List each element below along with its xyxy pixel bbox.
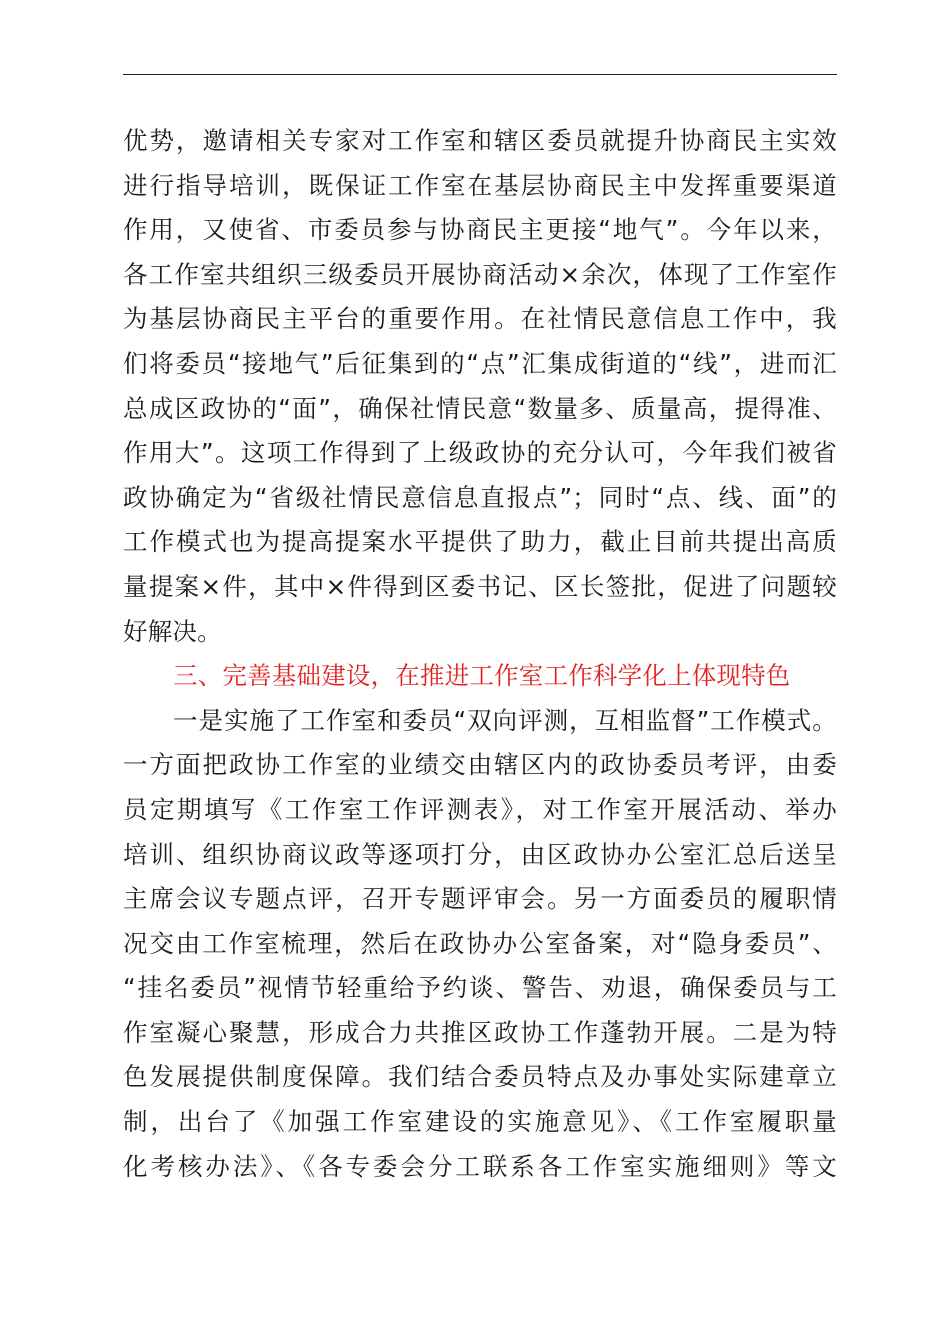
- paragraph-line: 主席会议专题点评，召开专题评审会。另一方面委员的履职情: [123, 884, 837, 914]
- paragraph-line: 一是实施了工作室和委员“双向评测，互相监督”工作模式。: [173, 705, 837, 735]
- paragraph-line: 各工作室共组织三级委员开展协商活动×余次，体现了工作室作: [123, 259, 837, 289]
- paragraph-line: 进行指导培训，既保证工作室在基层协商民主中发挥重要渠道: [123, 170, 837, 200]
- paragraph-line: 作用，又使省、市委员参与协商民主更接“地气”。今年以来，: [123, 215, 837, 245]
- paragraph-line: 们将委员“接地气”后征集到的“点”汇集成街道的“线”，进而汇: [123, 348, 837, 378]
- paragraph-line: 作用大”。这项工作得到了上级政协的充分认可，今年我们被省: [123, 438, 837, 468]
- paragraph-line: 政协确定为“省级社情民意信息直报点”；同时“点、线、面”的: [123, 482, 837, 512]
- paragraph-line: 制，出台了《加强工作室建设的实施意见》、《工作室履职量: [123, 1107, 837, 1137]
- paragraph-line: 量提案×件，其中×件得到区委书记、区长签批，促进了问题较: [123, 571, 837, 601]
- section-heading: 三、完善基础建设，在推进工作室工作科学化上体现特色: [173, 661, 791, 691]
- paragraph-line: 好解决。: [123, 616, 222, 646]
- paragraph-line: 一方面把政协工作室的业绩交由辖区内的政协委员考评，由委: [123, 750, 837, 780]
- paragraph-line: 色发展提供制度保障。我们结合委员特点及办事处实际建章立: [123, 1062, 837, 1092]
- paragraph-line: 工作模式也为提高提案水平提供了助力，截止目前共提出高质: [123, 527, 837, 557]
- paragraph-line: 总成区政协的“面”，确保社情民意“数量多、质量高，提得准、: [123, 393, 837, 423]
- header-rule: [123, 74, 837, 75]
- paragraph-line: 况交由工作室梳理，然后在政协办公室备案，对“隐身委员”、: [123, 928, 837, 958]
- paragraph-line: 员定期填写《工作室工作评测表》，对工作室开展活动、举办: [123, 794, 837, 824]
- paragraph-line: “挂名委员”视情节轻重给予约谈、警告、劝退，确保委员与工: [123, 973, 837, 1003]
- paragraph-line: 作室凝心聚慧，形成合力共推区政协工作蓬勃开展。二是为特: [123, 1017, 837, 1047]
- paragraph-line: 优势，邀请相关专家对工作室和辖区委员就提升协商民主实效: [123, 126, 837, 155]
- document-body: [123, 119, 837, 1189]
- paragraph-line: 化考核办法》、《各专委会分工联系各工作室实施细则》等文: [123, 1151, 837, 1181]
- paragraph-line: 为基层协商民主平台的重要作用。在社情民意信息工作中，我: [123, 304, 837, 334]
- paragraph-line: 培训、组织协商议政等逐项打分，由区政协办公室汇总后送呈: [123, 839, 837, 869]
